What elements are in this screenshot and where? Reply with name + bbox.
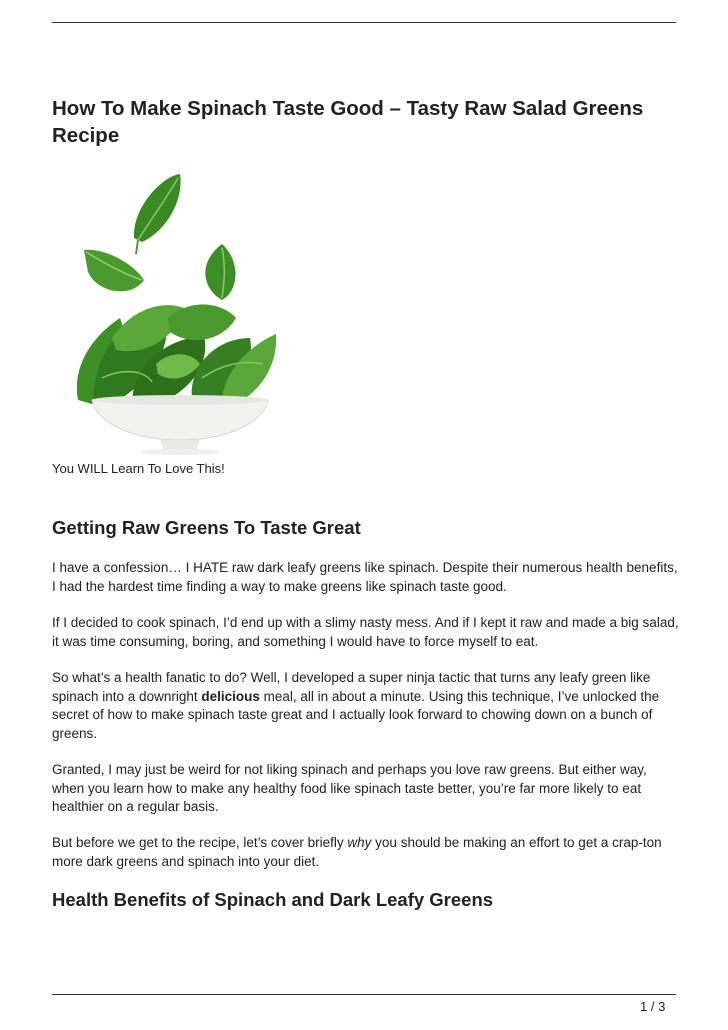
bold-delicious: delicious — [201, 688, 260, 704]
paragraph-granted: Granted, I may just be weird for not liking spinach and perhaps you love raw greens. But either way, when you learn how to make any healthy food like spinach taste better, you’re far more likely to eat healthier on a regular basis. — [52, 762, 647, 814]
image-caption: You WILL Learn To Love This! — [52, 461, 225, 476]
paragraph-confession: I have a confession… I HATE raw dark leafy greens like spinach. Despite their numerous health benefits, I had the hardest time finding a way to make greens like spinach taste good. — [52, 560, 678, 594]
paragraph-before-recipe — [52, 834, 680, 871]
flying-leaf-top — [134, 174, 181, 254]
section-heading-raw-greens: Getting Raw Greens To Taste Great — [52, 517, 361, 538]
footer-rule — [52, 994, 676, 995]
spinach-bowl-image — [72, 168, 284, 456]
paragraph-before-text-start: But before we get to the recipe, let’s cover briefly — [52, 835, 348, 850]
page-title: How To Make Spinach Taste Good – Tasty Raw Salad Greens Recipe — [52, 97, 644, 147]
paragraph-before-text-end: you should be making an effort to get a crap-ton more dark greens and spinach into your diet. — [52, 835, 662, 869]
paragraph-ninja-tactic — [52, 669, 680, 743]
section-heading-health-benefits: Health Benefits of Spinach and Dark Leafy Greens — [52, 889, 494, 910]
leaf-pile — [77, 304, 276, 408]
paragraph-cook-spinach: If I decided to cook spinach, I’d end up with a slimy nasty mess. And if I kept it raw and made a big salad, it was time consuming, boring, and something I would have to force myself to eat. — [52, 615, 679, 649]
bowl — [92, 395, 268, 455]
italic-why: why — [347, 835, 372, 850]
page-number: 1 / 3 — [640, 999, 666, 1014]
paragraph-ninja-text-end: meal, all in about a minute. Using this technique, I’ve unlocked the secret of how to make spinach taste great and I actually look forward to chowing down on a bunch of greens. — [52, 688, 660, 741]
header-rule — [52, 22, 676, 23]
flying-leaf-left — [84, 250, 144, 292]
paragraph-ninja-text-start: So what’s a health fanatic to do? Well, I developed a super ninja tactic that turns any leafy green like spinach into a downright — [52, 670, 651, 704]
flying-leaf-right — [205, 244, 235, 300]
